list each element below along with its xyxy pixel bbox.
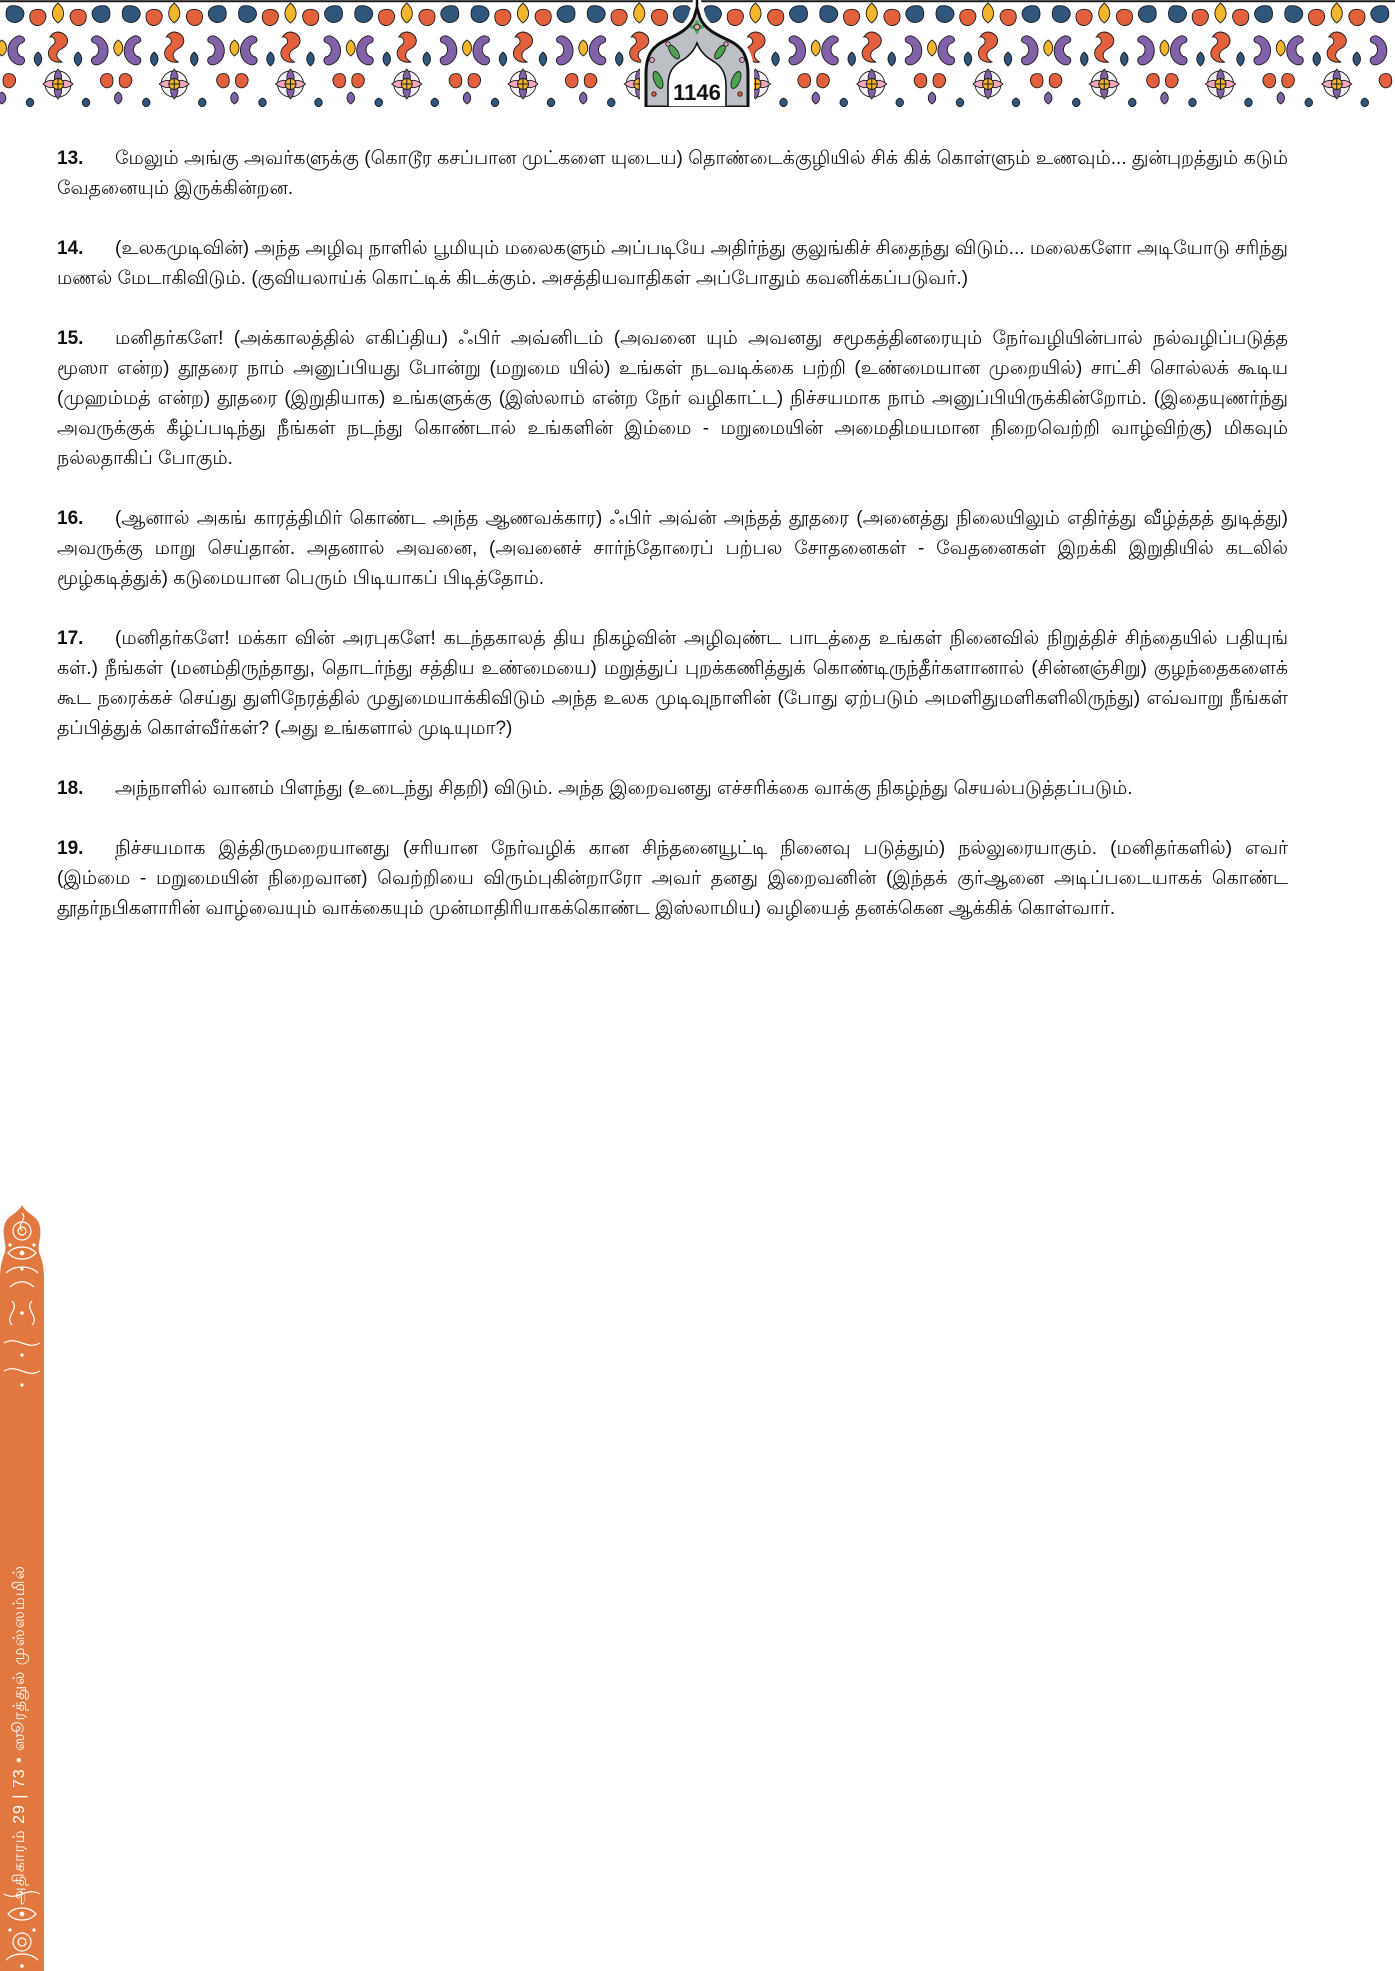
verse-paragraph-14 [57, 234, 1288, 294]
page-number: 1146 [673, 80, 721, 105]
content-area [57, 144, 1288, 954]
verse-text: மேலும் அங்கு அவர்களுக்கு (கொடூர கசப்பான முட்களை யுடைய) தொண்டைக்குழியில் சிக் கிக் கொள்ளும் உணவும்... துன்புறத்தும் கடும் வேதனையும் இருக்கின்றன. [57, 148, 1288, 199]
sidebar-chapter-label: அதிகாரம் 29 | 73 • ஸூரத்துல் முஸ்ஸம்மில் [11, 1565, 28, 1905]
verse-paragraph-18 [57, 774, 1288, 804]
verse-text: அந்நாளில் வானம் பிளந்து (உடைந்து சிதறி) விடும். அந்த இறைவனது எச்சரிக்கை வாக்கு நிகழ்ந்து செயல்படுத்தப்படும். [115, 778, 1133, 799]
verse-number: 16. [57, 508, 84, 529]
verse-number: 17. [57, 628, 84, 649]
verse-text: மனிதர்களே! (அக்காலத்தில் எகிப்திய) ஃபிர் அவ்னிடம் (அவனை யும் அவனது சமூகத்தினரையும் நேர்வழியின்பால் நல்வழிப்படுத்த மூஸா என்ற) தூதரை நாம் அனுப்பியது போன்று (மறுமை யில்) உங்கள் நடவடிக்கை பற்றி (உண்மையான முறையில்) சாட்சி சொல்லக் கூடிய (முஹம்மத் என்ற) தூதரை (இறுதியாக) உங்களுக்கு (இஸ்லாம் என்ற நேர் வழிகாட்ட) நிச்சயமாக நாம் அனுப்பியிருக்கின்றோம். (இதையுணர்ந்து அவருக்குக் கீழ்ப்படிந்து நீங்கள் நடந்து கொண்டால் உங்களின் இம்மை - மறுமையின் அமைதிமயமான நிறைவெற்றி வாழ்விற்கு) மிகவும் நல்லதாகிப் போகும். [57, 328, 1288, 469]
verse-number: 19. [57, 838, 84, 859]
verse-number: 18. [57, 778, 84, 799]
verse-paragraph-15 [57, 324, 1288, 474]
sidebar-bottom-lace-ornament [0, 1886, 44, 1971]
verse-paragraph-19 [57, 834, 1288, 924]
sidebar-top-lace-ornament [0, 1203, 44, 1413]
verse-number: 14. [57, 238, 84, 259]
verse-text: (உலகமுடிவின்) அந்த அழிவு நாளில் பூமியும் மலைகளும் அப்படியே அதிர்ந்து குலுங்கிச் சிதைந்து விடும்... மலைகளோ அடியோடு சரிந்து மணல் மேடாகிவிடும். (குவியலாய்க் கொட்டிக் கிடக்கும். அசத்தியவாதிகள் அப்போதும் கவனிக்கப்படுவர்.) [57, 238, 1288, 289]
ornamental-border-band [0, 0, 1395, 107]
verse-text: (ஆனால் அகங் காரத்திமிர் கொண்ட அந்த ஆணவக்கார) ஃபிர் அவ்ன் அந்தத் தூதரை (அனைத்து நிலையிலும் எதிர்த்து வீழ்த்தத் துடித்து) அவருக்கு மாறு செய்தான். அதனால் அவனை, (அவனைச் சார்ந்தோரைப் பற்பல சோதனைகள் - வேதனைகள் இறக்கி இறுதியில் கடலில் மூழ்கடித்துக்) கடுமையான பெரும் பிடியாகப் பிடித்தோம். [57, 508, 1288, 589]
verse-paragraph-13 [57, 144, 1288, 204]
verse-paragraph-16 [57, 504, 1288, 594]
verse-text: (மனிதர்களே! மக்கா வின் அரபுகளே! கடந்தகாலத் திய நிகழ்வின் அழிவுண்ட பாடத்தை உங்கள் நினைவில் நிறுத்திச் சிந்தையில் பதியுங் கள்.) நீங்கள் (மனம்திருந்தாது, தொடர்ந்து சத்திய உண்மையை) மறுத்துப் புறக்கணித்துக் கொண்டிருந்தீர்களானால் (சின்னஞ்சிறு) குழந்தைகளைக் கூட நரைக்கச் செய்து துளிநேரத்தில் முதுமையாக்கிவிடும் அந்த உலக முடிவுநாளின் (போது ஏற்படும் அமளிதுமளிகளிலிருந்து) எவ்வாறு நீங்கள் தப்பித்துக் கொள்வீர்கள்? (அது உங்களால் முடியுமா?) [57, 628, 1288, 739]
verse-number: 13. [57, 148, 84, 169]
verse-paragraph-17 [57, 624, 1288, 744]
verse-number: 15. [57, 328, 84, 349]
verse-text: நிச்சயமாக இத்திருமறையானது (சரியான நேர்வழிக் கான சிந்தனையூட்டி நினைவு படுத்தும்) நல்லுரையாகும். (மனிதர்களில்) எவர் (இம்மை - மறுமையின் நிறைவான) வெற்றியை விரும்புகின்றாரோ அவர் தனது இறைவனின் (இந்தக் குர்ஆனை அடிப்படையாகக் கொண்ட தூதர்நபிகளாரின் வாழ்வையும் வாக்கையும் முன்மாதிரியாகக்கொண்ட இஸ்லாமிய) வழியைத் தனக்கென ஆக்கிக் கொள்வார். [57, 838, 1288, 919]
